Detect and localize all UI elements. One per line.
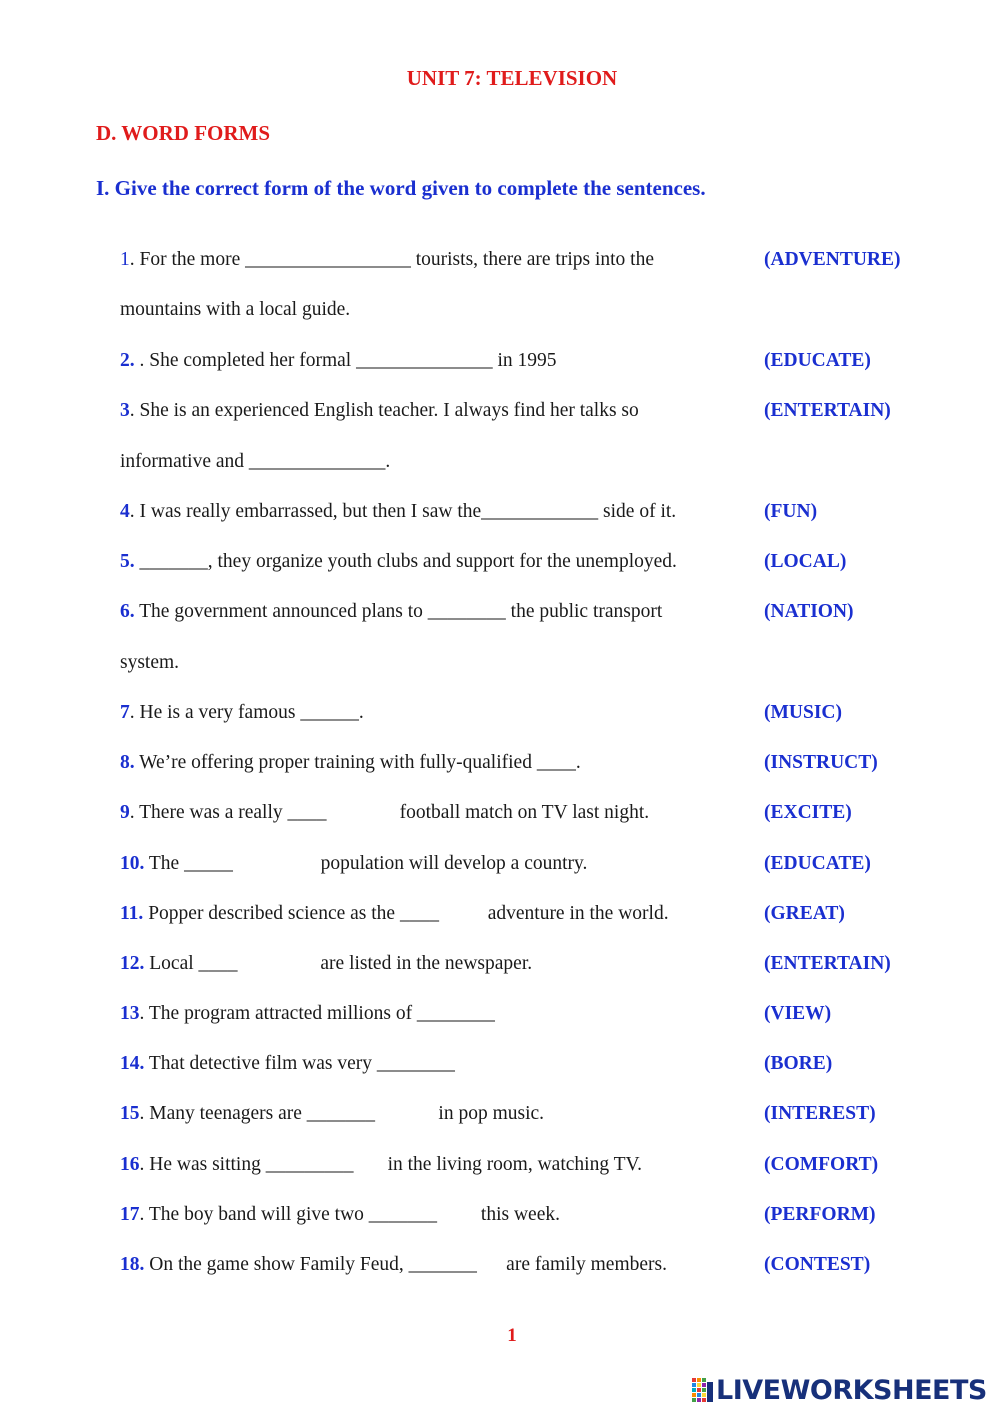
question-13-hint: (VIEW) xyxy=(764,1003,832,1024)
question-1-line-2: mountains with a local guide. xyxy=(120,299,351,320)
question-7-line-1: 7. He is a very famous ______. xyxy=(120,702,364,723)
question-6-line-2: system. xyxy=(120,652,180,673)
question-4-hint: (FUN) xyxy=(764,501,818,522)
question-16-line-1: 16. He was sitting _________ in the living room, watching TV. xyxy=(120,1154,642,1175)
question-13-line-1: 13. The program attracted millions of ________ xyxy=(120,1003,495,1024)
question-4-line-1: 4. I was really embarrassed, but then I saw the____________ side of it. xyxy=(120,501,677,522)
question-10-line-1: 10. The _____ population will develop a country. xyxy=(120,853,588,874)
question-11-hint: (GREAT) xyxy=(764,903,845,924)
logo-text: LIVEWORKSHEETS xyxy=(716,1374,987,1406)
question-17-hint: (PERFORM) xyxy=(764,1204,876,1225)
question-5-line-1: 5. _______, they organize youth clubs and support for the unemployed. xyxy=(120,551,677,572)
question-15-line-1: 15. Many teenagers are _______ in pop music. xyxy=(120,1103,545,1124)
question-8-line-1: 8. We’re offering proper training with fully-qualified ____. xyxy=(120,752,581,773)
question-14-hint: (BORE) xyxy=(764,1053,833,1074)
question-6-hint: (NATION) xyxy=(764,601,854,622)
question-12-line-1: 12. Local ____ are listed in the newspaper. xyxy=(120,953,533,974)
unit-title: UNIT 7: TELEVISION xyxy=(406,66,618,90)
question-16-hint: (COMFORT) xyxy=(764,1154,879,1175)
question-1-line-1: 1. For the more _________________ tourists, there are trips into the xyxy=(120,249,655,270)
question-2-hint: (EDUCATE) xyxy=(764,350,871,371)
instruction-text: I. Give the correct form of the word given to complete the sentences. xyxy=(96,176,706,200)
question-11-line-1: 11. Popper described science as the ____ adventure in the world. xyxy=(120,903,669,924)
section-heading: D. WORD FORMS xyxy=(96,121,271,145)
question-9-line-1: 9. There was a really ____ football match on TV last night. xyxy=(120,802,650,823)
question-10-hint: (EDUCATE) xyxy=(764,853,871,874)
question-5-hint: (LOCAL) xyxy=(764,551,847,572)
question-2-line-1: 2. . She completed her formal ______________ in 1995 xyxy=(120,350,557,371)
question-15-hint: (INTEREST) xyxy=(764,1103,876,1124)
question-9-hint: (EXCITE) xyxy=(764,802,852,823)
question-18-hint: (CONTEST) xyxy=(764,1254,871,1275)
liveworksheets-logo[interactable] xyxy=(692,1374,987,1406)
question-8-hint: (INSTRUCT) xyxy=(764,752,878,773)
question-18-line-1: 18. On the game show Family Feud, _______ are family members. xyxy=(120,1254,667,1275)
question-17-line-1: 17. The boy band will give two _______ this week. xyxy=(120,1204,560,1225)
question-12-hint: (ENTERTAIN) xyxy=(764,953,891,974)
question-1-hint: (ADVENTURE) xyxy=(764,249,901,270)
question-3-hint: (ENTERTAIN) xyxy=(764,400,891,421)
question-14-line-1: 14. That detective film was very ________ xyxy=(120,1053,455,1074)
question-3-line-1: 3. She is an experienced English teacher. I always find her talks so xyxy=(120,400,639,421)
question-3-line-2: informative and ______________. xyxy=(120,451,391,472)
question-7-hint: (MUSIC) xyxy=(764,702,842,723)
liveworksheets-logo-icon xyxy=(692,1376,714,1404)
question-6-line-1: 6. The government announced plans to ________ the public transport xyxy=(120,601,663,622)
page-number: 1 xyxy=(507,1325,517,1346)
